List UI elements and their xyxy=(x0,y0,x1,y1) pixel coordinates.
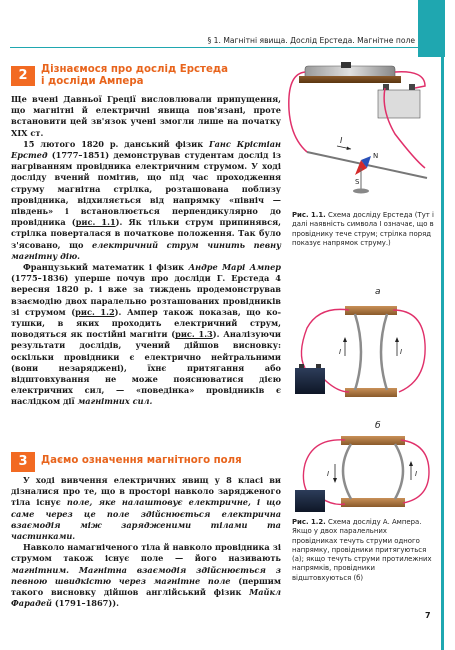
section-number-badge: 2 xyxy=(11,66,35,86)
section3-body xyxy=(11,475,281,609)
section-title-line1: Дізнаємося про дослід Ерстеда xyxy=(41,64,228,75)
current-label: I xyxy=(339,348,342,356)
key-term: магнітних сил. xyxy=(77,396,153,407)
panel-a xyxy=(295,306,425,397)
figure-reference[interactable]: рис. 1.2 xyxy=(75,306,115,317)
running-head: § 1. Магнітні явища. Дослід Ерстеда. Магнітне поле xyxy=(207,36,415,45)
caption-label: Рис. 1.2. xyxy=(292,518,326,526)
key-statement: електричний струм чинить певну магнітну дію. xyxy=(11,239,281,261)
section-number-badge: 3 xyxy=(11,452,35,472)
caption-text: Схема досліду Ерстеда (Тут і далі наявність символа I означає, що в провіднику тече струм; стрілка поряд показує напрямок струму.) xyxy=(292,211,434,247)
paragraph xyxy=(11,475,281,542)
key-statement: магнітним. Магнітна взаємодія здійснюється з певною швидкістю через магнітне поле xyxy=(11,564,281,586)
text-run: ). Аналізуючи результати дослідів, учений дійшов висновку: оскільки провідники є електрично нейтральними (вони незаряджені), їхнє притягання або відштовхування не може пояснюватися дією електричних сил, — «поведінка» провідників є наслідком дії xyxy=(11,329,282,407)
caption-text: Схема досліду А. Ампера. Якщо у двох паралельних провідниках течуть струми одного напрямку, провідники притягуються (а); якщо течуть струми протилежних напрямків, провідники відштовхуються (б) xyxy=(292,518,432,582)
text-run: (1791–1867)). xyxy=(51,598,119,609)
chapter-tab xyxy=(418,0,445,57)
person-name: Майкл Фарадей xyxy=(11,587,281,609)
panel-b-label: б xyxy=(375,421,381,431)
figure-1-2-caption xyxy=(292,518,434,583)
text-run: У ході вивчення електричних явищ у 8 класі ви дізналися про те, що в просторі навколо зарядженого тіла існує xyxy=(11,475,281,508)
text-run: Навколо намагніченого тіла й навколо провідника зі струмом також існує поле — його називають xyxy=(11,542,281,564)
text-run: 15 лютого 1820 р. данський фізик xyxy=(23,138,209,149)
text-run: ). Ампер також показав, що котушки, в яких проходить електричний струм, поводяться як постійні магніти ( xyxy=(11,306,282,340)
text-run: (першим такого висновку дійшов англійський фізик xyxy=(11,575,281,598)
section2-body xyxy=(11,94,281,408)
current-label: I xyxy=(327,470,330,478)
oersted-experiment-figure xyxy=(285,60,435,200)
person-name: Андре Марі Ампер xyxy=(188,262,282,273)
text-run: Французький математик і фізик xyxy=(23,262,189,273)
section-title-line2: і досліди Ампера xyxy=(41,76,144,87)
section-title xyxy=(41,64,228,88)
section-title: Даємо означення магнітного поля xyxy=(41,455,242,466)
north-pole-label: N xyxy=(373,152,379,160)
south-pole-label: S xyxy=(355,178,360,186)
figure-reference[interactable]: рис. 1.1 xyxy=(75,217,116,228)
text-run: (1775–1836) уперше почув про досліди Г. Ерстеда 4 вересня 1820 р. і вже за тиждень продемонстрував взаємодію двох паралельно розташованих провідників зі струмом ( xyxy=(11,273,281,317)
text-run: (1777–1851) демонстрував студентам дослід із нагріванням провідника електричним струмом. У ході досліду вчений помітив, що під час проходження струму магнітна стрілка, розташована поблизу провідника, відхиляється від напрямку «північ — південь» і встановлюється перпендикулярно до провідника ( xyxy=(11,150,281,228)
current-label: I xyxy=(400,348,403,356)
figure-reference[interactable]: рис. 1.3 xyxy=(175,329,213,340)
rheostat xyxy=(299,62,401,83)
connecting-wires xyxy=(289,72,425,168)
paragraph xyxy=(11,262,281,408)
panel-b xyxy=(295,436,429,512)
page-number: 7 xyxy=(425,611,431,620)
margin-rule xyxy=(441,57,444,650)
header-rule xyxy=(10,47,418,48)
paragraph xyxy=(11,139,281,262)
person-name: Ганс Крістіан Ерстед xyxy=(11,138,282,161)
figure-1-1-caption xyxy=(292,211,434,248)
text-run: ). Як тільки струм припинявся, стрілка поверталася в початкове положення. Так було з'ясовано, що xyxy=(11,217,281,250)
current-arrow xyxy=(337,146,351,150)
paragraph xyxy=(11,542,281,609)
current-label: I xyxy=(415,470,418,478)
current-label: I xyxy=(340,136,343,145)
key-statement: поле, яке налаштовує електричне, і що саме через це поле здійснюється електрична взаємодія між зарядженими тілами та частинками. xyxy=(11,497,281,542)
ampere-experiment-figure xyxy=(283,284,438,512)
panel-a-label: а xyxy=(375,287,381,297)
paragraph: Ще вчені Давньої Греції висловлювали припущення, що магнітні й електричні явища пов'язані, проте встановити цей зв'язок учені змогли лише на початку XIX ст. xyxy=(11,94,281,138)
caption-label: Рис. 1.1. xyxy=(292,211,326,219)
